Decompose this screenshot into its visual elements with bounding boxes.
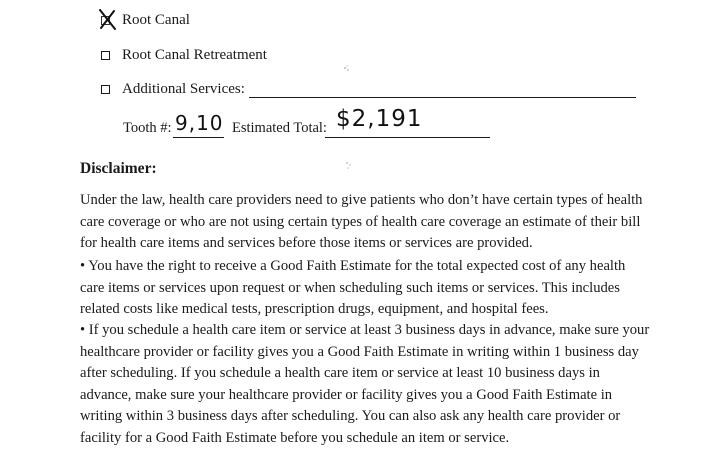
- estimated-total-handwritten: $2,191: [336, 106, 423, 132]
- handwritten-x-mark-icon: [98, 9, 118, 31]
- checkbox-root-canal-retreatment[interactable]: [101, 51, 110, 60]
- additional-services-input-line[interactable]: [249, 97, 636, 98]
- estimated-total-label: Estimated Total:: [232, 120, 327, 136]
- checkbox-root-canal[interactable]: [101, 16, 110, 25]
- estimated-total-line[interactable]: [325, 137, 490, 138]
- disclaimer-bullet-scheduling: • If you schedule a health care item or service at least 3 business days in advance, make sure your healthcare provider or facility gives you a Good Faith Estimate in writing within 1 business day after scheduling. If you schedule a health care item or service at least 10 business days in advance, make sure your healthcare provider or facility gives you a Good Faith Estimate in writing within 3 business days after scheduling. You can also ask any health care provider or facility for a Good Faith Estimate before you schedule an item or service.: [80, 322, 650, 446]
- tooth-number-handwritten: 9,10: [175, 111, 224, 135]
- disclaimer-paragraph: Under the law, health care providers need to give patients who don’t have certain types of health care coverage or who are not using certain types of health care coverage an estimate of their bill for health care items and services before those items or services are provided.: [80, 192, 643, 251]
- tooth-number-label: Tooth #:: [123, 120, 172, 136]
- option-label: Additional Services:: [122, 80, 245, 97]
- scan-speck-icon: [344, 160, 354, 170]
- checkbox-additional-services[interactable]: [101, 85, 110, 94]
- disclaimer-heading: Disclaimer:: [80, 160, 157, 177]
- option-label: Root Canal Retreatment: [122, 46, 267, 63]
- scan-speck-icon: [342, 64, 352, 74]
- option-additional-services[interactable]: [101, 77, 245, 101]
- option-root-canal[interactable]: [101, 8, 190, 32]
- tooth-number-line[interactable]: [173, 137, 224, 138]
- option-root-canal-retreatment[interactable]: [101, 43, 267, 67]
- option-label: Root Canal: [122, 11, 190, 28]
- disclaimer-bullet-right-to-estimate: • You have the right to receive a Good Faith Estimate for the total expected cost of any health care items or services upon request or when scheduling such items or services. This includes related costs like medical tests, prescription drugs, equipment, and hospital fees.: [80, 258, 626, 317]
